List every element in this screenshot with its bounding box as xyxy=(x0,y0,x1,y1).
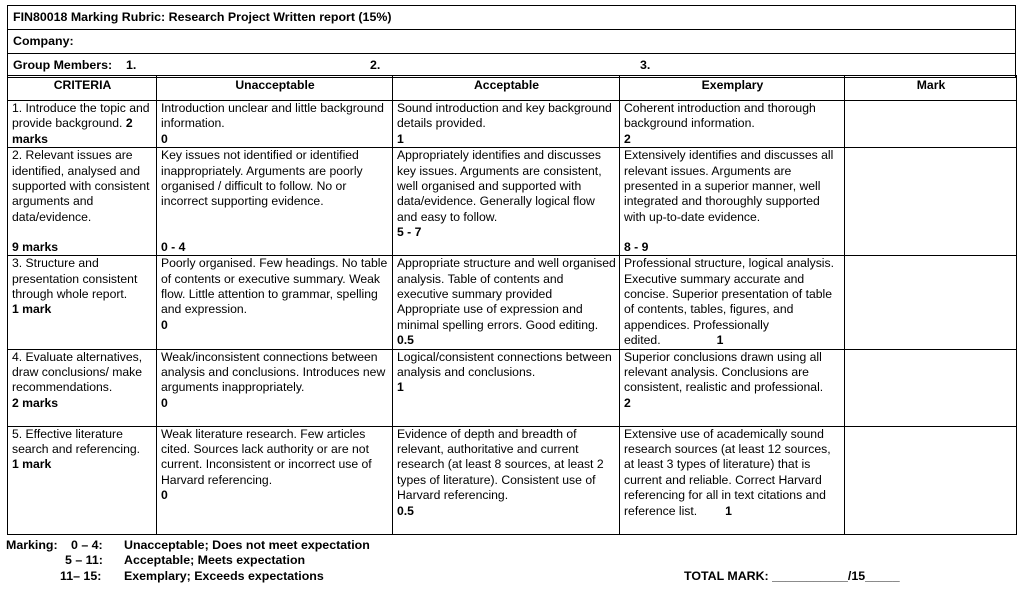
members-label: Group Members: xyxy=(13,58,113,72)
scale-range: 5 – 11: xyxy=(65,553,103,567)
rubric-header xyxy=(7,5,1016,78)
col-criteria: CRITERIA xyxy=(8,76,157,101)
unacceptable-cell: Weak literature research. Few articles cited. Sources lack authority or are not current. Inconsistent or incorrect use of Harvard referencing. 0 xyxy=(157,426,393,534)
table-row xyxy=(8,148,1017,256)
mark-cell[interactable] xyxy=(845,148,1017,256)
acceptable-cell: Sound introduction and key background details provided. 1 xyxy=(393,101,620,148)
unacceptable-cell: Poorly organised. Few headings. No table of contents or executive summary. Weak flow. Little attention to grammar, spelling and expression. 0 xyxy=(157,256,393,349)
acceptable-cell: Appropriate structure and well organised analysis. Table of contents and executive summary provided Appropriate use of expression and minimal spelling errors. Good editing. 0.5 xyxy=(393,256,620,349)
mark-cell[interactable] xyxy=(845,349,1017,426)
scale-desc: Acceptable; Meets expectation xyxy=(124,553,306,567)
scale-range: 11– 15: xyxy=(60,569,102,583)
mark-cell[interactable] xyxy=(845,101,1017,148)
marking-label: Marking: xyxy=(6,538,58,552)
table-row xyxy=(8,349,1017,426)
member-1: 1. xyxy=(126,58,137,72)
rubric-table xyxy=(7,75,1017,535)
unacceptable-cell: Introduction unclear and little background information. 0 xyxy=(157,101,393,148)
exemplary-cell: Professional structure, logical analysis. Executive summary accurate and concise. Superior presentation of table of contents, tables, figures, and appendices. Professionally edited. 1 xyxy=(620,256,845,349)
exemplary-cell: Superior conclusions drawn using all relevant analysis. Conclusions are consistent, realistic and professional. 2 xyxy=(620,349,845,426)
table-row xyxy=(8,426,1017,534)
criteria-cell: 4. Evaluate alternatives, draw conclusions/ make recommendations. 2 marks xyxy=(8,349,157,426)
company-row xyxy=(8,30,1016,54)
criteria-cell: 1. Introduce the topic and provide background. 2 marks xyxy=(8,101,157,148)
scale-range: 0 – 4: xyxy=(71,538,103,552)
criteria-cell: 3. Structure and presentation consistent through whole report. 1 mark xyxy=(8,256,157,349)
rubric-title: FIN80018 Marking Rubric: Research Project Written report (15%) xyxy=(13,10,392,24)
scale-desc: Exemplary; Exceeds expectations xyxy=(124,569,324,583)
exemplary-cell: Coherent introduction and thorough background information. 2 xyxy=(620,101,845,148)
total-mark[interactable]: TOTAL MARK: ___________/15_____ xyxy=(684,569,900,583)
acceptable-cell: Appropriately identifies and discusses key issues. Arguments are consistent, well organised and supported with data/evidence. Generally logical flow and easy to follow. 5 - 7 xyxy=(393,148,620,256)
acceptable-cell: Logical/consistent connections between analysis and conclusions. 1 xyxy=(393,349,620,426)
member-2: 2. xyxy=(370,58,381,72)
column-header-row xyxy=(8,76,1017,101)
table-row xyxy=(8,256,1017,349)
scale-desc: Unacceptable; Does not meet expectation xyxy=(124,538,370,552)
exemplary-cell: Extensive use of academically sound research sources (at least 12 sources, at least 3 types of literature) that is current and reliable. Correct Harvard referencing for all in text citations and reference list. 1 xyxy=(620,426,845,534)
col-acceptable: Acceptable xyxy=(393,76,620,101)
mark-cell[interactable] xyxy=(845,256,1017,349)
acceptable-cell: Evidence of depth and breadth of relevant, authoritative and current research (at least 8 sources, at least 2 types of literature). Consistent use of Harvard referencing. 0.5 xyxy=(393,426,620,534)
col-unacceptable: Unacceptable xyxy=(157,76,393,101)
company-label: Company: xyxy=(13,34,74,48)
member-3: 3. xyxy=(640,58,651,72)
criteria-cell: 2. Relevant issues are identified, analysed and supported with consistent arguments and data/evidence. 9 marks xyxy=(8,148,157,256)
col-exemplary: Exemplary xyxy=(620,76,845,101)
table-row xyxy=(8,101,1017,148)
unacceptable-cell: Key issues not identified or identified inappropriately. Arguments are poorly organised / difficult to follow. No or incorrect supporting evidence. 0 - 4 xyxy=(157,148,393,256)
title-row xyxy=(8,6,1016,30)
group-members-row xyxy=(8,54,1016,78)
exemplary-cell: Extensively identifies and discusses all relevant issues. Arguments are presented in a superior manner, well integrated and thoroughly supported with up-to-date evidence. 8 - 9 xyxy=(620,148,845,256)
col-mark: Mark xyxy=(845,76,1017,101)
unacceptable-cell: Weak/inconsistent connections between analysis and conclusions. Introduces new arguments inappropriately. 0 xyxy=(157,349,393,426)
mark-cell[interactable] xyxy=(845,426,1017,534)
criteria-cell: 5. Effective literature search and referencing. 1 mark xyxy=(8,426,157,534)
